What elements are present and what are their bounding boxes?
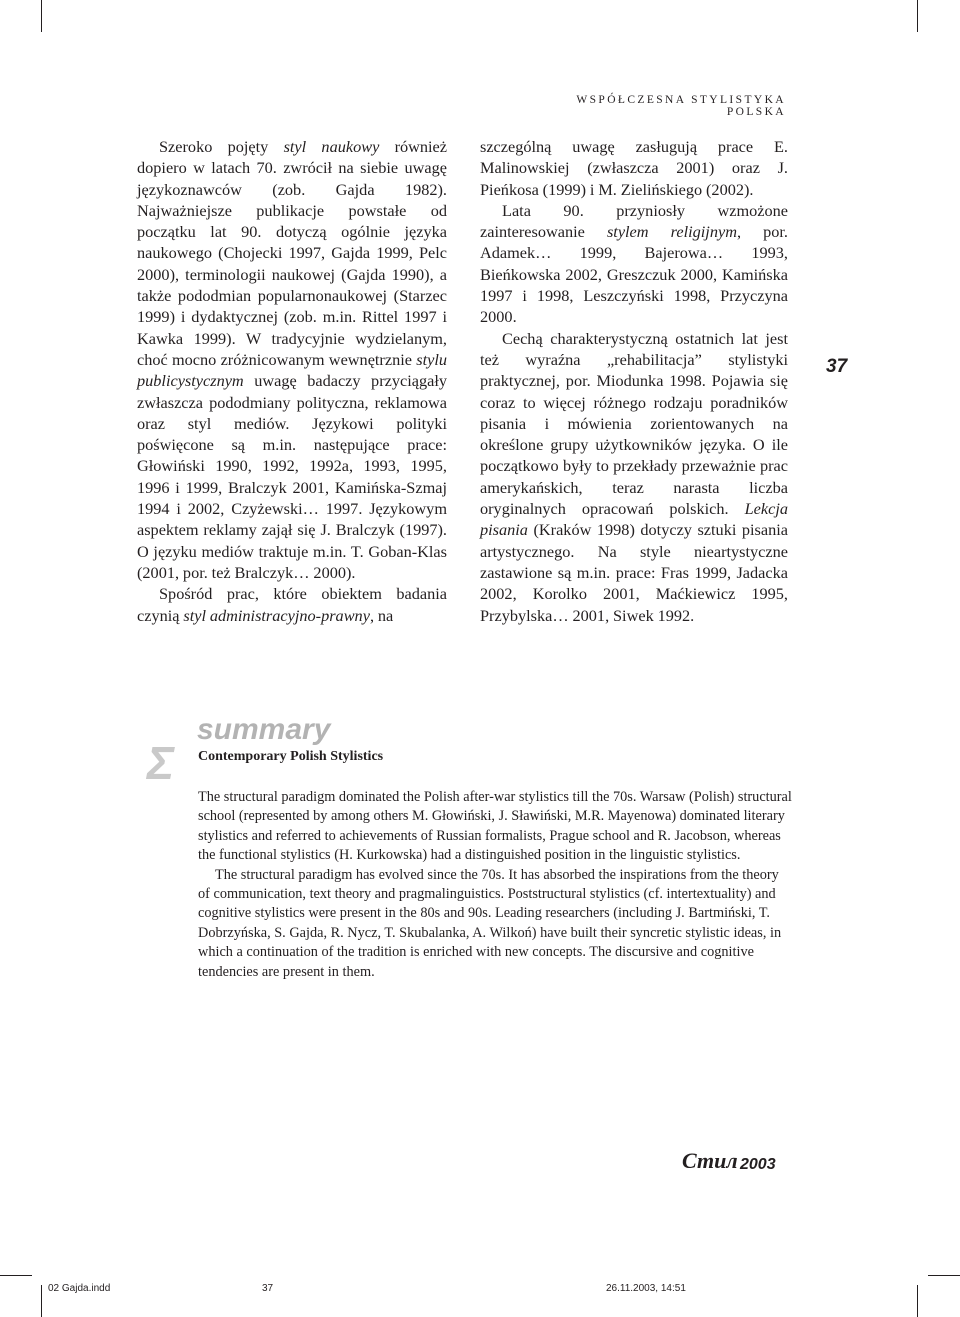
- crop-mark-bottom-left: [41, 1285, 42, 1317]
- crop-mark-top-left: [41, 0, 42, 32]
- right-column: [480, 136, 788, 626]
- summary-paragraph: The structural paradigm dominated the Polish after-war stylistics till the 70s. Warsaw (Polish) structural school (represented by among others M. Głowiński, J. Sławiński, M.R. Mayenowa) dominated literary stylistics and referred to achievements of Russian formalists, Prague school and R. Jacobson, whereas the functional stylistics (H. Kurkowska) had a distinguished position in the linguistic stylistics.: [198, 789, 792, 864]
- running-header: WSPÓŁCZESNA STYLISTYKA POLSKA: [576, 94, 786, 118]
- crop-mark-right-bottom: [928, 1275, 960, 1276]
- left-column: [137, 136, 447, 626]
- summary-title: Contemporary Polish Stylistics: [198, 749, 384, 764]
- slug-page: 37: [262, 1283, 274, 1294]
- slug-datetime: 26.11.2003, 14:51: [606, 1283, 686, 1294]
- sigma-icon: Σ: [147, 737, 175, 789]
- logo-script: Стил: [682, 1148, 738, 1173]
- summary-body: [198, 788, 792, 982]
- paragraph: Cechą charakterystyczną ostatnich lat jest też wyraźna „rehabilitacja” stylistyki praktycznej, por. Miodunka 1998. Pojawia się coraz to więcej różnego rodzaju poradników pisania i mówienia zorientowanych na określone grupy użytkowników języka. O ile początkowo były to przekłady przeważnie prac amerykańskich, teraz narasta liczba oryginalnych opracowań polskich. Lekcja pisania (Kraków 1998) dotyczy sztuki pisania artystycznego. Na style nieartystyczne zastawione są m.in. prace: Fras 1999, Jadacka 2002, Korolko 2001, Maćkiewicz 1995, Przybylska… 2001, Siwek 1992.: [480, 328, 788, 625]
- summary-label: summary: [197, 713, 331, 746]
- slug-file: 02 Gajda.indd: [48, 1283, 111, 1294]
- summary-paragraph: The structural paradigm has evolved since the 70s. It has absorbed the inspirations from the theory of communication, text theory and pragmalinguistics. Poststructural stylistics (cf. intertextuality) and cognitive stylistics were present in the 80s and 90s. Leading researchers (including J. Bartmiński, T. Dobrzyńska, S. Gajda, R. Nycz, T. Skubalanka, A. Wilkoń) have built their syncretic stylistic ideas, in which a continuation of the tradition is enriched with new concepts. The discursive and cognitive tendencies are present in them.: [198, 866, 782, 980]
- paragraph: Szeroko pojęty styl naukowy również dopiero w latach 70. zwrócił na siebie uwagę językoznawców (zob. Gajda 1982). Najważniejsze publikacje powstałe od początku lat 90. dotyczą ogólnie języka naukowego (Chojecki 1997, Gajda 1999, Pelc 2000), terminologii naukowej (Gajda 1990), a także pododmian popularnonaukowej (Starzec 1999) i dydaktycznej (zob. m.in. Rittel 1997 i Kawka 1999). W tradycyjnie wydzielanym, choć mocno zróżnicowanym wewnętrznie stylu publicystycznym uwagę badaczy przyciągały zwłaszcza pododmiany polityczna, reklamowa oraz styl mediów. Językowi polityki poświęcone są m.in. następujące prace: Głowiński 1990, 1992, 1992a, 1993, 1995, 1996 i 1999, Bralczyk 2001, Kamińska-Szmaj 1994 i 2002, Czyżewski… 1997. Językowym aspektem reklamy zajął się J. Bralczyk (1997). O języku mediów traktuje m.in. T. Goban-Klas (2001, por. też Bralczyk… 2000).: [137, 137, 448, 582]
- paragraph: szczególną uwagę zasługują prace E. Malinowskiej (zwłaszcza 2001) oraz J. Pieńkosa (1999) i M. Zielińskiego (2002).: [480, 137, 788, 199]
- crop-mark-left-bottom: [0, 1275, 32, 1276]
- journal-logo: [682, 1148, 792, 1178]
- paragraph: Lata 90. przyniosły wzmożone zainteresowanie stylem religijnym, por. Adamek… 1999, Bajerowa… 1993, Bieńkowska 2002, Greszczuk 2000, Kamińska 1997 i 1998, Leszczyński 1998, Przyczyna 2000.: [480, 200, 788, 327]
- crop-mark-top-right: [917, 0, 918, 32]
- crop-mark-bottom-right: [917, 1285, 918, 1317]
- page-number: 37: [826, 356, 848, 377]
- paragraph: Spośród prac, które obiektem badania czynią styl administracyjno-prawny, na: [137, 584, 447, 625]
- logo-year: 2003: [740, 1156, 776, 1173]
